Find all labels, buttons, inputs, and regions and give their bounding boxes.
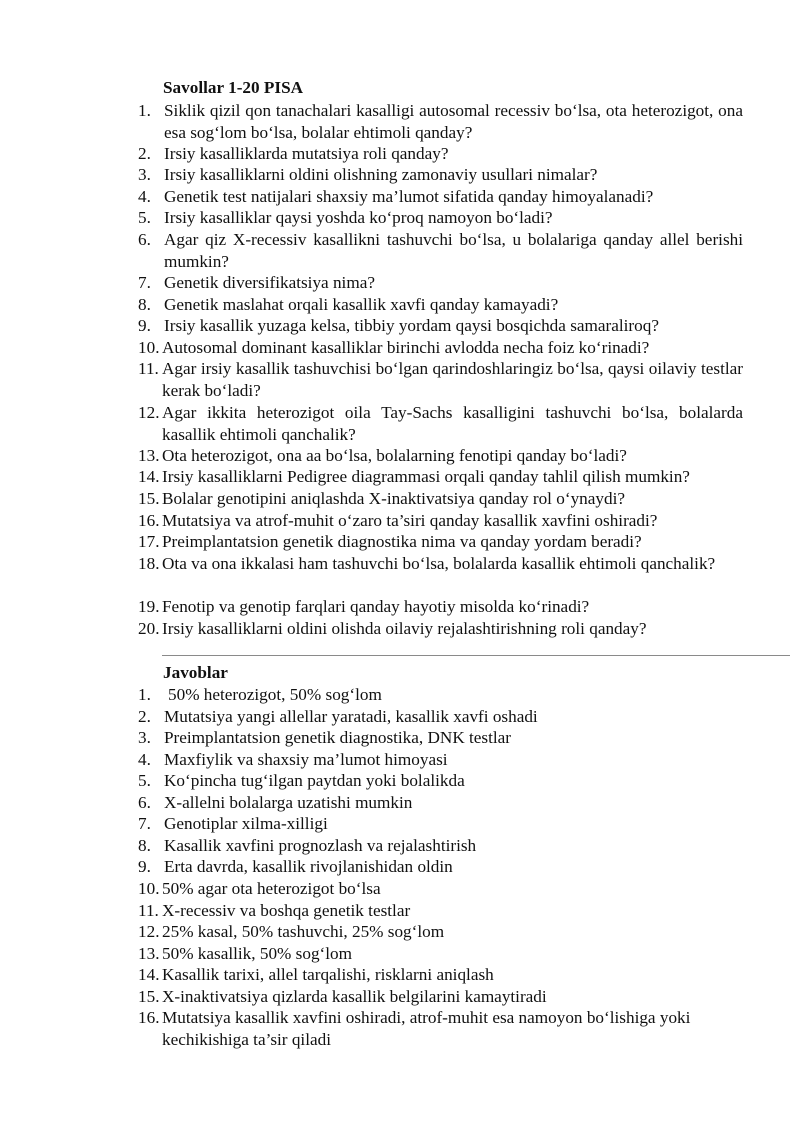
answer-item-1 [138, 684, 743, 706]
answer-item-15 [138, 986, 743, 1008]
question-text: Irsiy kasalliklar qaysi yoshda ko‘proq namoyon bo‘ladi? [164, 208, 553, 227]
question-number: 3. [138, 165, 151, 184]
question-number: 9. [138, 316, 151, 335]
question-item-7 [138, 272, 743, 294]
answer-item-9 [138, 856, 743, 878]
question-number: 11. [138, 359, 159, 378]
answer-number: 8. [138, 836, 151, 855]
question-item-18 [138, 553, 743, 575]
answer-item-13 [138, 943, 743, 965]
question-item-13 [138, 445, 743, 467]
answer-text: 50% kasallik, 50% sog‘lom [162, 944, 352, 963]
question-item-17 [138, 531, 743, 553]
answer-item-10 [138, 878, 743, 900]
question-text: Fenotip va genotip farqlari qanday hayotiy misolda ko‘rinadi? [162, 597, 590, 616]
question-number: 14. [138, 467, 160, 486]
question-item-3 [138, 164, 743, 186]
answers-heading: Javoblar [163, 663, 228, 682]
answer-item-14 [138, 964, 743, 986]
question-text: Agar qiz X-recessiv kasallikni tashuvchi bo‘lsa, u bolalariga qanday allel berishi mumkin? [164, 230, 743, 271]
question-text: Genetik diversifikatsiya nima? [164, 273, 375, 292]
question-text: Siklik qizil qon tanachalari kasalligi autosomal recessiv bo‘lsa, ota heterozigot, ona esa sog‘lom bo‘lsa, bolalar ehtimoli qanday? [164, 101, 743, 142]
answer-number: 10. [138, 879, 160, 898]
question-text: Irsiy kasalliklarni oldini olishda oilaviy rejalashtirishning roli qanday? [162, 619, 647, 638]
question-text: Genetik test natijalari shaxsiy ma’lumot sifatida qanday himoyalanadi? [164, 187, 654, 206]
answer-text: X-recessiv va boshqa genetik testlar [162, 901, 411, 920]
question-item-19 [138, 596, 743, 618]
answer-text: Erta davrda, kasallik rivojlanishidan oldin [164, 857, 453, 876]
answer-number: 6. [138, 793, 151, 812]
answer-text: 50% heterozigot, 50% sog‘lom [168, 685, 382, 704]
answer-number: 16. [138, 1008, 160, 1027]
question-number: 20. [138, 619, 160, 638]
question-item-9 [138, 315, 743, 337]
answer-number: 3. [138, 728, 151, 747]
answer-number: 14. [138, 965, 160, 984]
answer-item-12 [138, 921, 743, 943]
answer-item-2 [138, 706, 743, 728]
answer-text: Genotiplar xilma-xilligi [164, 814, 328, 833]
question-item-10 [138, 337, 743, 359]
question-item-11 [138, 358, 743, 401]
question-text: Genetik maslahat orqali kasallik xavfi qanday kamayadi? [164, 295, 559, 314]
question-number: 10. [138, 338, 160, 357]
question-text: Agar irsiy kasallik tashuvchisi bo‘lgan qarindoshlaringiz bo‘lsa, qaysi oilaviy testlar kerak bo‘ladi? [162, 359, 743, 400]
question-number: 7. [138, 273, 151, 292]
question-number: 16. [138, 511, 160, 530]
question-item-2 [138, 143, 743, 165]
answer-number: 2. [138, 707, 151, 726]
answer-text: Mutatsiya kasallik xavfini oshiradi, atrof-muhit esa namoyon bo‘lishiga yoki kechikishiga ta’sir qiladi [162, 1008, 691, 1049]
answer-item-4 [138, 749, 743, 771]
question-text: Autosomal dominant kasalliklar birinchi avlodda necha foiz ko‘rinadi? [162, 338, 650, 357]
question-text: Ota heterozigot, ona aa bo‘lsa, bolalarning fenotipi qanday bo‘ladi? [162, 446, 627, 465]
question-item-4 [138, 186, 743, 208]
question-item-5 [138, 207, 743, 229]
question-text: Ota va ona ikkalasi ham tashuvchi bo‘lsa, bolalarda kasallik ehtimoli qanchalik? [162, 554, 716, 573]
question-item-15 [138, 488, 743, 510]
question-item-1 [138, 100, 743, 143]
answer-number: 9. [138, 857, 151, 876]
answer-item-16 [138, 1007, 743, 1050]
question-text: Irsiy kasalliklarni oldini olishning zamonaviy usullari nimalar? [164, 165, 598, 184]
answer-item-8 [138, 835, 743, 857]
answer-number: 13. [138, 944, 160, 963]
answer-number: 12. [138, 922, 160, 941]
question-item-8 [138, 294, 743, 316]
answer-text: Kasallik xavfini prognozlash va rejalashtirish [164, 836, 477, 855]
answer-number: 4. [138, 750, 151, 769]
question-item-16 [138, 510, 743, 532]
question-number: 1. [138, 101, 151, 120]
question-number: 4. [138, 187, 151, 206]
answer-text: Ko‘pincha tug‘ilgan paytdan yoki bolalikda [164, 771, 465, 790]
answer-number: 7. [138, 814, 151, 833]
answer-text: Preimplantatsion genetik diagnostika, DNK testlar [164, 728, 512, 747]
answer-number: 15. [138, 987, 160, 1006]
answer-item-7 [138, 813, 743, 835]
answer-item-11 [138, 900, 743, 922]
question-item-20 [138, 618, 743, 640]
answer-item-6 [138, 792, 743, 814]
answer-number: 11. [138, 901, 159, 920]
answer-text: Maxfiylik va shaxsiy ma’lumot himoyasi [164, 750, 448, 769]
question-number: 6. [138, 230, 151, 249]
question-text: Bolalar genotipini aniqlashda X-inaktivatsiya qanday rol o‘ynaydi? [162, 489, 625, 508]
answer-item-3 [138, 727, 743, 749]
question-number: 19. [138, 597, 160, 616]
answer-text: 25% kasal, 50% tashuvchi, 25% sog‘lom [162, 922, 445, 941]
question-text: Preimplantatsion genetik diagnostika nima va qanday yordam beradi? [162, 532, 642, 551]
question-number: 8. [138, 295, 151, 314]
question-item-12 [138, 402, 743, 445]
question-text: Agar ikkita heterozigot oila Tay-Sachs kasalligini tashuvchi bo‘lsa, bolalarda kasallik ehtimoli qanchalik? [162, 403, 743, 444]
question-item-14 [138, 466, 743, 488]
answer-text: X-inaktivatsiya qizlarda kasallik belgilarini kamaytiradi [162, 987, 547, 1006]
question-number: 12. [138, 403, 160, 422]
answer-number: 5. [138, 771, 151, 790]
question-number: 18. [138, 554, 160, 573]
answer-text: X-allelni bolalarga uzatishi mumkin [164, 793, 413, 812]
question-text: Mutatsiya va atrof-muhit o‘zaro ta’siri qanday kasallik xavfini oshiradi? [162, 511, 658, 530]
questions-heading: Savollar 1-20 PISA [163, 78, 304, 97]
section-divider [162, 655, 790, 656]
question-text: Irsiy kasalliklarni Pedigree diagrammasi orqali qanday tahlil qilish mumkin? [162, 467, 690, 486]
question-text: Irsiy kasallik yuzaga kelsa, tibbiy yordam qaysi bosqichda samaraliroq? [164, 316, 659, 335]
question-item-6 [138, 229, 743, 272]
question-number: 2. [138, 144, 151, 163]
answer-text: 50% agar ota heterozigot bo‘lsa [162, 879, 381, 898]
answer-number: 1. [138, 685, 151, 704]
question-number: 17. [138, 532, 160, 551]
question-number: 15. [138, 489, 160, 508]
answer-text: Mutatsiya yangi allellar yaratadi, kasallik xavfi oshadi [164, 707, 538, 726]
answer-item-5 [138, 770, 743, 792]
question-text: Irsiy kasalliklarda mutatsiya roli qanday? [164, 144, 449, 163]
question-number: 13. [138, 446, 160, 465]
question-number: 5. [138, 208, 151, 227]
answer-text: Kasallik tarixi, allel tarqalishi, risklarni aniqlash [162, 965, 494, 984]
